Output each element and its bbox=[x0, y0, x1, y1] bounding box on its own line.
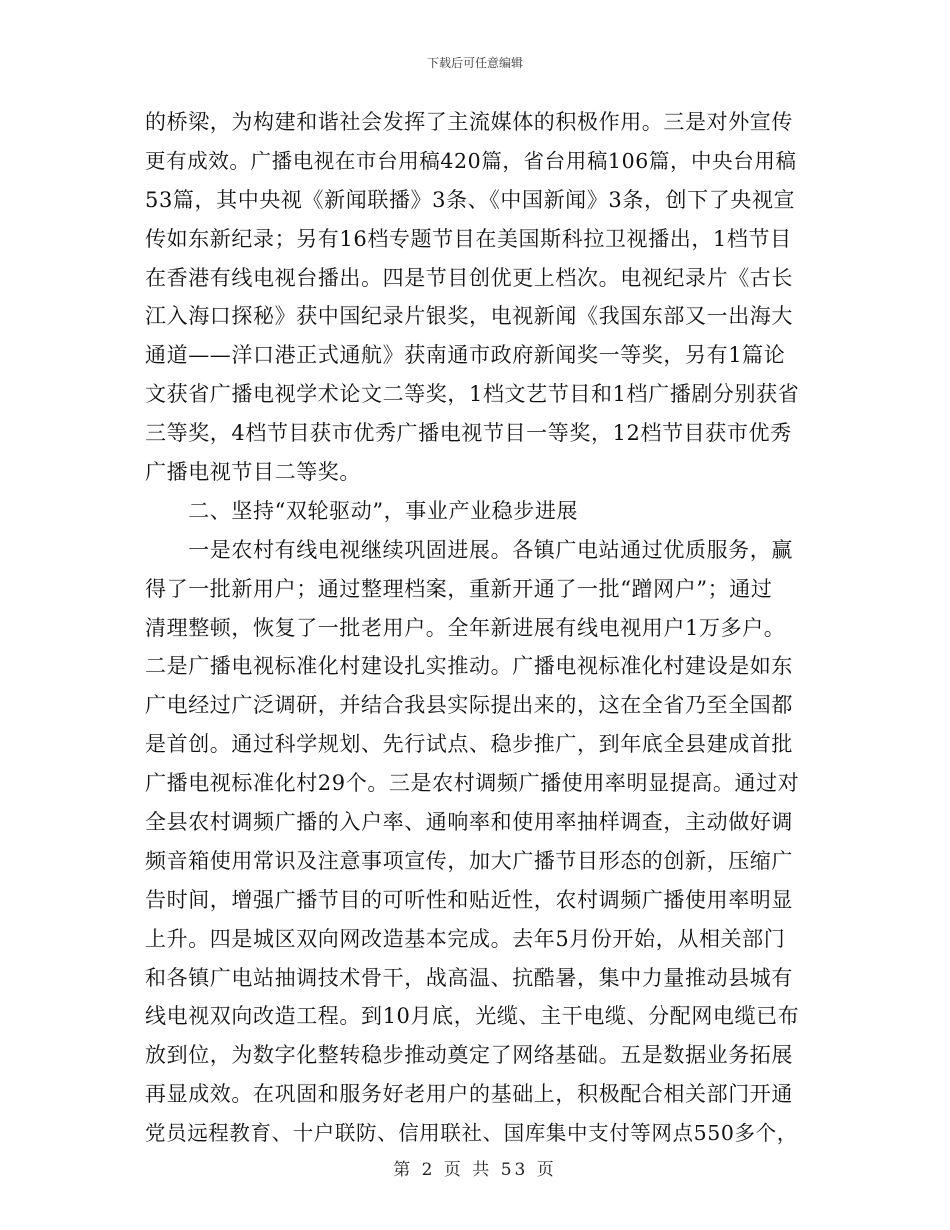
text-line: 告时间，增强广播节目的可听性和贴近性，农村调频广播使用率明显 bbox=[145, 887, 793, 912]
text-line: 全县农村调频广播的入户率、通响率和使用率抽样调查，主动做好调 bbox=[145, 810, 793, 835]
text-line: 广播电视节目二等奖。 bbox=[145, 460, 361, 485]
text-line: 二是广播电视标准化村建设扎实推动。广播电视标准化村建设是如东 bbox=[145, 654, 793, 679]
page-header: 下载后可任意编辑 bbox=[426, 56, 523, 70]
text-line: 党员远程教育、十户联防、信用联社、国库集中支付等网点550多个， bbox=[145, 1121, 798, 1146]
text-line: 广电经过广泛调研，并结合我县实际提出来的，这在全省乃至全国都 bbox=[145, 693, 793, 718]
text-line: 再显成效。在巩固和服务好老用户的基础上，积极配合相关部门开通 bbox=[145, 1082, 793, 1107]
text-line: 更有成效。广播电视在市台用稿420篇，省台用稿106篇，中央台用稿 bbox=[145, 148, 797, 173]
text-line: 得了一批新用户；通过整理档案，重新开通了一批“蹭网户”；通过 bbox=[145, 576, 773, 601]
text-line: 传如东新纪录；另有16档专题节目在美国斯科拉卫视播出，1档节目 bbox=[145, 226, 792, 251]
text-line: 清理整顿，恢复了一批老用户。全年新进展有线电视用户1万多户。 bbox=[145, 615, 786, 640]
text-line: 和各镇广电站抽调技术骨干，战高温、抗酷暑，集中力量推动县城有 bbox=[145, 965, 793, 990]
text-line: 一是农村有线电视继续巩固进展。各镇广电站通过优质服务，赢 bbox=[145, 537, 793, 562]
text-line: 江入海口探秘》获中国纪录片银奖，电视新闻《我国东部又一出海大 bbox=[145, 304, 793, 329]
text-line: 文获省广播电视学术论文二等奖，1档文艺节目和1档广播剧分别获省 bbox=[145, 382, 800, 407]
text-line: 广播电视标准化村29个。三是农村调频广播使用率明显提高。通过对 bbox=[145, 771, 800, 796]
text-line: 的桥梁，为构建和谐社会发挥了主流媒体的积极作用。三是对外宣传 bbox=[145, 110, 793, 134]
text-line: 放到位，为数字化整转稳步推动奠定了网络基础。五是数据业务拓展 bbox=[145, 1043, 793, 1068]
text-line: 频音箱使用常识及注意事项宣传，加大广播节目形态的创新，压缩广 bbox=[145, 848, 793, 873]
section-heading: 二、坚持“双轮驱动”，事业产业稳步进展 bbox=[145, 498, 579, 523]
page-footer: 第 2 页 共 53 页 bbox=[393, 1160, 557, 1180]
text-line: 53篇，其中央视《新闻联播》3条、《中国新闻》3条，创下了央视宣 bbox=[145, 187, 796, 212]
text-line: 上升。四是城区双向网改造基本完成。去年5月份开始，从相关部门 bbox=[145, 926, 786, 951]
text-line: 通道——洋口港正式通航》获南通市政府新闻奖一等奖，另有1篇论 bbox=[145, 343, 786, 368]
text-line: 线电视双向改造工程。到10月底，光缆、主干电缆、分配网电缆已布 bbox=[145, 1004, 800, 1029]
body-text bbox=[145, 103, 809, 1153]
text-line: 在香港有线电视台播出。四是节目创优更上档次。电视纪录片《古长 bbox=[145, 265, 793, 290]
text-line: 是首创。通过科学规划、先行试点、稳步推广，到年底全县建成首批 bbox=[145, 732, 793, 757]
text-line: 三等奖，4档节目获市优秀广播电视节目一等奖，12档节目获市优秀 bbox=[145, 421, 792, 446]
